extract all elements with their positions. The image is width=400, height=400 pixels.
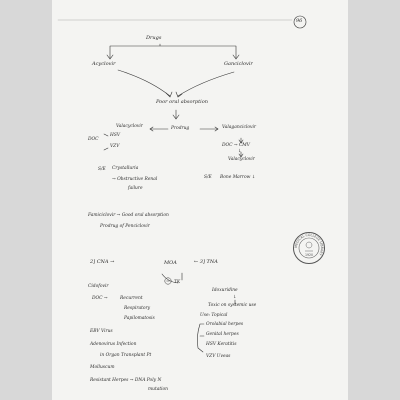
use-label: Use: Topical [200,313,228,318]
doc-left-2: VZV [110,144,120,149]
se-left-symbol: S/E [98,167,106,172]
doc-right-sub: Valacyclovir [228,157,255,162]
right-prodrug: Valaganciclovir [222,125,257,130]
use-1: Orolabial herpes [206,322,244,327]
moa-label: MOA [164,260,177,266]
famciclovir-line-2: Prodrug of Penciclovir [100,224,150,229]
ebv: EBV Virus [90,329,113,334]
doc-label: DOC → [92,296,108,301]
tree-left: Acyclovir [92,61,116,67]
se-left-3: failure [128,186,143,191]
se-right-1: Bone Marrow ↓ [220,175,256,180]
idox-arrow: ↓ [233,295,237,300]
adeno-1: Adenovirus Infection [90,342,137,347]
tree-root: Drugs [146,35,162,41]
se-left-2: → Obstructive Renal [112,177,158,182]
tna-heading: ← 3] TNA [194,259,218,265]
use-4: VZV Uveas [206,354,231,359]
cidofovir: Cidofovir [88,284,109,289]
idoxuridine: Idoxuridine [212,288,238,293]
left-prodrug: Valacyclovir [116,124,143,129]
use-3: HSV Keratitis [206,342,237,347]
tree-prodrug: Prodrug [171,126,190,131]
library-stamp [292,231,326,265]
doc-right-arrow: ↓ [238,149,242,154]
tree-right: Ganciclovir [224,61,253,67]
se-right-symbol: S/E [204,175,212,180]
stamp-ring-text: MEDICAL COLLEGE LIBRARY [293,232,325,257]
molluscum: Molluscum [90,365,115,370]
stamp-center-text: 1920 [304,253,314,257]
doc-2: Respiratory [124,306,151,311]
doc-left-1: HSV [110,133,121,138]
doc-left-label: DOC [88,137,99,142]
doc-1: Recurrent [120,296,143,301]
tree-center: Poor oral absorption [156,99,208,105]
resistant-1: Resistant Herpes → DNA Poly N [90,378,162,383]
page-number: 96 [296,18,303,24]
doc-3: Papilomatosis [124,316,155,321]
cna-heading: 2] CNA → [90,259,115,265]
famciclovir-line-1: Famiciclovir → Good oral absorption [88,213,169,218]
tk-label: TK [174,280,181,285]
se-left-1: Crystalluria [112,166,139,171]
use-2: Genital herpes [206,332,239,337]
doc-right: DOC → CMV [222,143,250,148]
minus-circle-icon [164,277,172,285]
resistant-2: mutation [148,387,169,392]
toxic-note: Toxic on systemic use [208,303,257,308]
adeno-2: in Organ Transplant Pt [100,353,152,358]
